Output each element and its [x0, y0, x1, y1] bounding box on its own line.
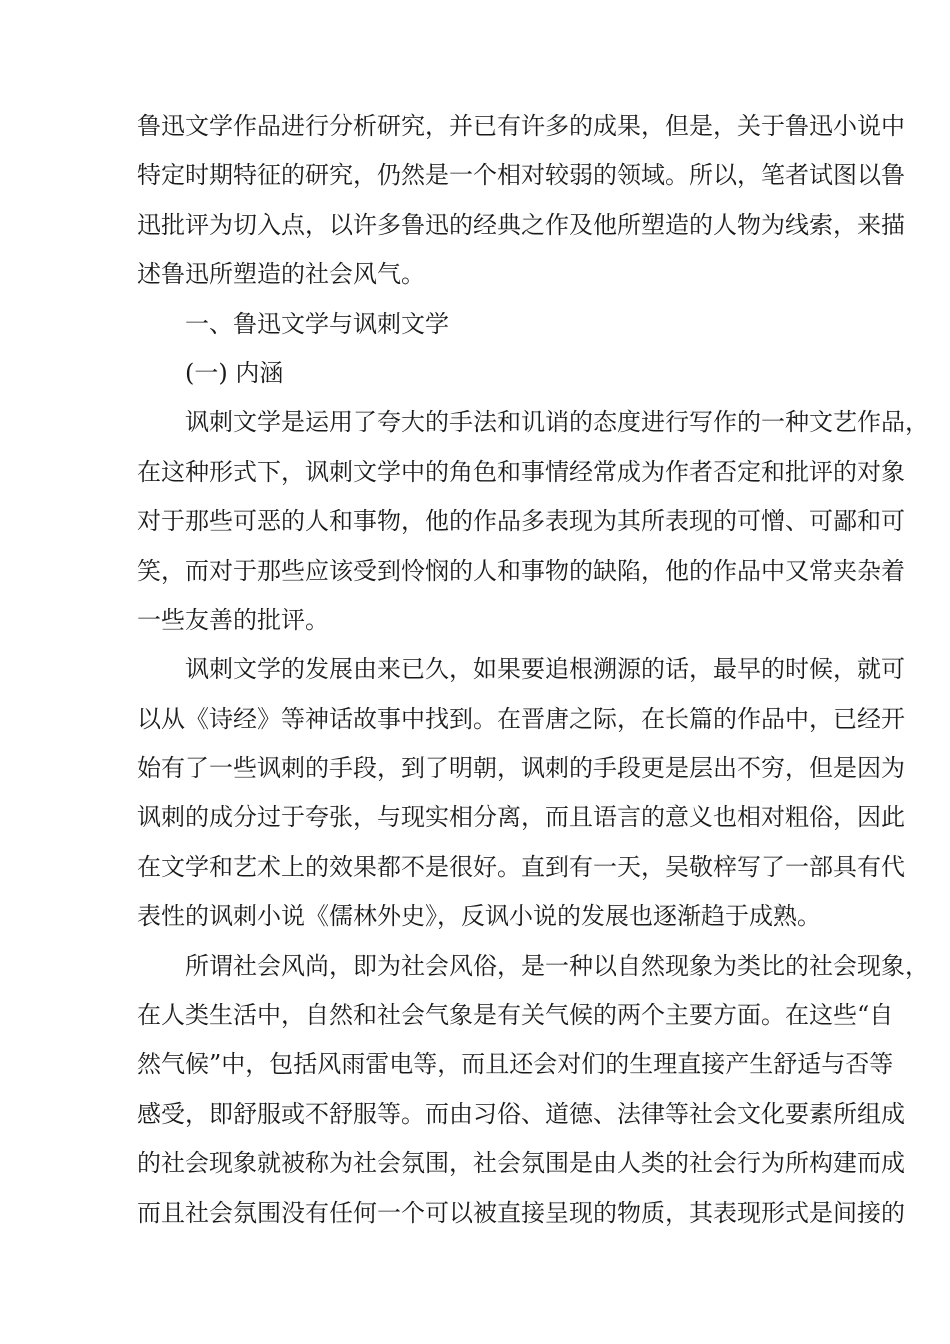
text-line: 讽刺文学是运用了夸大的手法和讥诮的态度进行写作的一种文艺作品， — [185, 408, 929, 437]
text-line: 的社会现象就被称为社会氛围，社会氛围是由人类的社会行为所构建而成 — [137, 1149, 905, 1178]
text-line: 在文学和艺术上的效果都不是很好。直到有一天，吴敬梓写了一部具有代 — [137, 852, 905, 881]
text-line: 在这种形式下，讽刺文学中的角色和事情经常成为作者否定和批评的对象 — [137, 457, 905, 486]
text-line: 以从《诗经》等神话故事中找到。在晋唐之际，在长篇的作品中，已经开 — [137, 704, 905, 733]
text-line: 对于那些可恶的人和事物，他的作品多表现为其所表现的可憎、可鄙和可 — [137, 507, 905, 536]
text-line: 述鲁迅所塑造的社会风气。 — [137, 260, 425, 289]
text-line: 笑，而对于那些应该受到怜悯的人和事物的缺陷，他的作品中又常夹杂着 — [137, 556, 905, 585]
text-line: 感受，即舒服或不舒服等。而由习俗、道德、法律等社会文化要素所组成 — [137, 1099, 905, 1128]
text-line: 讽刺的成分过于夸张，与现实相分离，而且语言的意义也相对粗俗，因此 — [137, 803, 905, 832]
text-line: 始有了一些讽刺的手段，到了明朝，讽刺的手段更是层出不穷，但是因为 — [137, 754, 905, 783]
text-line: 讽刺文学的发展由来已久，如果要追根溯源的话，最早的时候，就可 — [185, 655, 905, 684]
section-heading: 一、鲁迅文学与讽刺文学 — [185, 309, 449, 338]
body-text — [137, 102, 929, 1238]
text-line: 然气候”中，包括风雨雷电等，而且还会对们的生理直接产生舒适与否等 — [137, 1050, 894, 1079]
text-line: 表性的讽刺小说《儒林外史》，反讽小说的发展也逐渐趋于成熟。 — [137, 902, 821, 931]
text-line: 一些友善的批评。 — [137, 605, 329, 634]
text-line: 而且社会氛围没有任何一个可以被直接呈现的物质，其表现形式是间接的 — [137, 1198, 905, 1227]
text-line: 特定时期特征的研究，仍然是一个相对较弱的领域。所以，笔者试图以鲁 — [137, 161, 905, 190]
subsection-heading: (一) 内涵 — [185, 358, 284, 387]
text-line: 在人类生活中，自然和社会气象是有关气候的两个主要方面。在这些“自 — [137, 1001, 894, 1030]
text-line: 迅批评为切入点，以许多鲁迅的经典之作及他所塑造的人物为线索，来描 — [137, 210, 905, 239]
text-line: 所谓社会风尚，即为社会风俗，是一种以自然现象为类比的社会现象， — [185, 951, 929, 980]
text-line: 鲁迅文学作品进行分析研究，并已有许多的成果，但是，关于鲁迅小说中 — [137, 112, 905, 140]
